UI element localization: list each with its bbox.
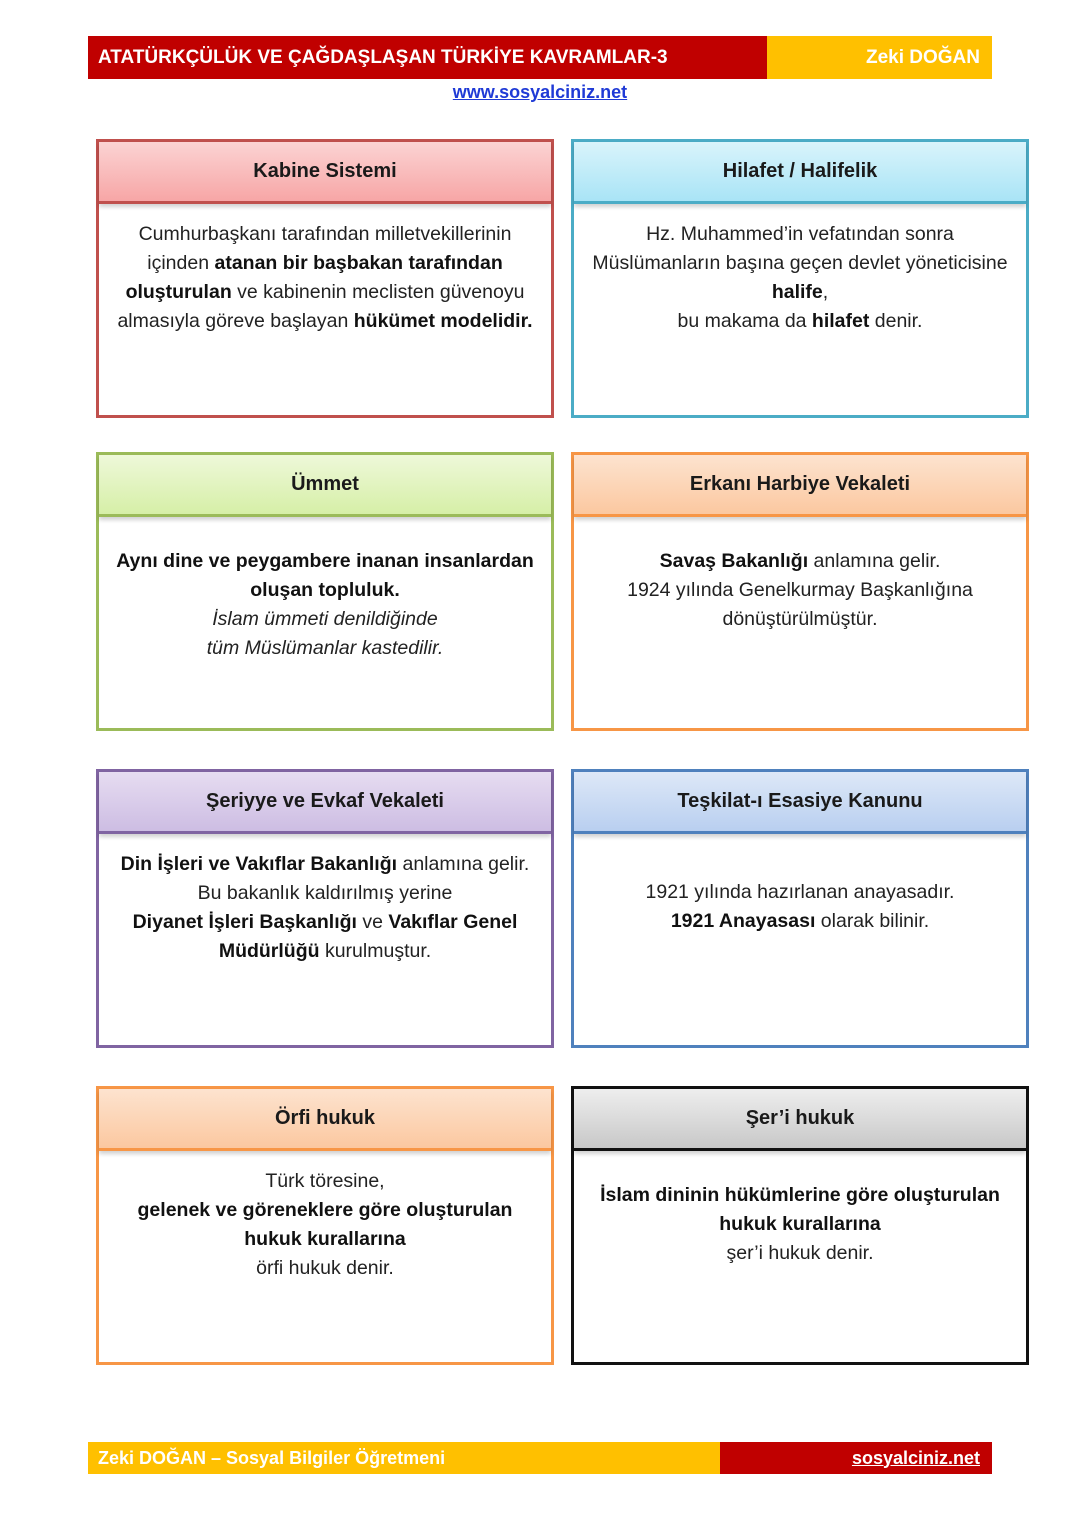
text: örfi hukuk denir. bbox=[256, 1257, 394, 1279]
bold-text: Din İşleri ve Vakıflar Bakanlığı bbox=[120, 853, 398, 875]
card-title: Şer’i hukuk bbox=[574, 1089, 1026, 1151]
card-orfi-hukuk bbox=[96, 1086, 554, 1365]
card-kabine-sistemi bbox=[96, 139, 554, 418]
text: ve kabinenin meclisten güvenoyu almasıyla göreve başlayan bbox=[117, 281, 525, 332]
card-hilafet bbox=[571, 139, 1029, 418]
text: şer’i hukuk denir. bbox=[726, 1242, 874, 1264]
text: 1924 yılında Genelkurmay Başkanlığına dönüştürülmüştür. bbox=[627, 579, 973, 630]
card-title: Hilafet / Halifelik bbox=[574, 142, 1026, 204]
header-author: Zeki DOĞAN bbox=[767, 36, 992, 79]
text: kurulmuştur. bbox=[319, 940, 432, 962]
bold-text: hilafet bbox=[811, 310, 870, 332]
bold-text: Aynı dine ve peygambere inanan insanlardan oluşan topluluk. bbox=[116, 550, 534, 601]
footer-author: Zeki DOĞAN – Sosyal Bilgiler Öğretmeni bbox=[88, 1442, 720, 1474]
bold-text: atanan bir başbakan tarafından oluşturulan bbox=[125, 252, 503, 303]
header-title: ATATÜRKÇÜLÜK VE ÇAĞDAŞLAŞAN TÜRKİYE KAVRAMLAR-3 bbox=[88, 36, 767, 79]
footer-link[interactable]: sosyalciniz.net bbox=[720, 1442, 992, 1474]
bold-text: hükümet modelidir. bbox=[353, 310, 533, 332]
bold-text: halife bbox=[771, 281, 823, 303]
italic-text: tüm Müslümanlar kastedilir. bbox=[206, 637, 444, 659]
bold-text: 1921 Anayasası bbox=[670, 910, 816, 932]
card-body bbox=[99, 834, 551, 966]
card-erkani-harbiye bbox=[571, 452, 1029, 731]
bold-text: Savaş Bakanlığı bbox=[659, 550, 809, 572]
site-link[interactable]: www.sosyalciniz.net bbox=[452, 82, 628, 102]
bold-text: Diyanet İşleri Başkanlığı bbox=[132, 911, 357, 933]
text: anlamına gelir. bbox=[397, 853, 530, 875]
card-body bbox=[574, 834, 1026, 936]
card-title: Erkanı Harbiye Vekaleti bbox=[574, 455, 1026, 517]
text: Türk töresine, bbox=[265, 1170, 385, 1192]
card-title: Teşkilat-ı Esasiye Kanunu bbox=[574, 772, 1026, 834]
card-teskilat-esasiye bbox=[571, 769, 1029, 1048]
card-body bbox=[574, 517, 1026, 634]
bold-text: İslam dininin hükümlerine göre oluşturulan hukuk kurallarına bbox=[600, 1184, 1000, 1235]
text: 1921 yılında hazırlanan anayasadır. bbox=[645, 881, 955, 903]
card-title: Ümmet bbox=[99, 455, 551, 517]
bold-text: Vakıflar Genel Müdürlüğü bbox=[218, 911, 518, 962]
card-body bbox=[99, 1151, 551, 1283]
card-body bbox=[574, 1151, 1026, 1268]
bold-text: gelenek ve göreneklere göre oluşturulan hukuk kurallarına bbox=[137, 1199, 513, 1250]
italic-text: İslam ümmeti denildiğinde bbox=[212, 608, 438, 630]
card-title: Örfi hukuk bbox=[99, 1089, 551, 1151]
text: olarak bilinir. bbox=[815, 910, 930, 932]
text: anlamına gelir. bbox=[808, 550, 941, 572]
card-title: Kabine Sistemi bbox=[99, 142, 551, 204]
page-header bbox=[88, 36, 992, 79]
card-body bbox=[574, 204, 1026, 336]
text: Hz. Muhammed’in vefatından sonra Müslümanların başına geçen devlet yöneticisine bbox=[592, 223, 1008, 274]
card-seri-hukuk bbox=[571, 1086, 1029, 1365]
card-title: Şeriyye ve Evkaf Vekaleti bbox=[99, 772, 551, 834]
text: Bu bakanlık kaldırılmış yerine bbox=[197, 882, 453, 904]
page-footer bbox=[88, 1442, 992, 1474]
card-body bbox=[99, 204, 551, 336]
card-body bbox=[99, 517, 551, 663]
text: denir. bbox=[869, 310, 923, 332]
card-seriyye-evkaf bbox=[96, 769, 554, 1048]
text: ve bbox=[356, 911, 389, 933]
card-ummet bbox=[96, 452, 554, 731]
text: Cumhurbaşkanı tarafından milletvekillerinin içinden bbox=[138, 223, 512, 274]
text: , bbox=[822, 281, 829, 303]
text: bu makama da bbox=[677, 310, 812, 332]
